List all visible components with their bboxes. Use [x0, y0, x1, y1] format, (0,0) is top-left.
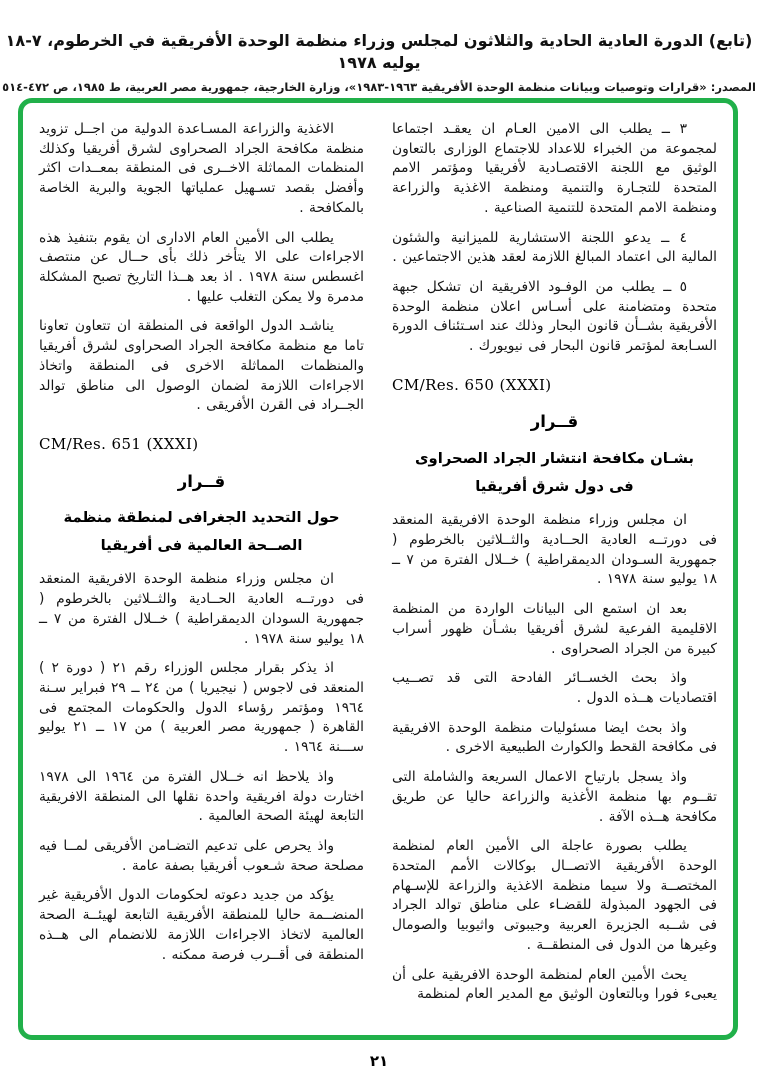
paragraph: ٤ ــ يدعو اللجنة الاستشارية للميزانية والشئون المالية الى اعتماد المبالغ اللازمة لعقد هذين الاجتماعين . — [392, 229, 717, 266]
header-title: (تابع) الدورة العادية الحادية والثلاثون لمجلس وزراء منظمة الوحدة الأفريقية في الخرطوم، ٧-١٨ يوليه ١٩٧٨ — [5, 31, 753, 73]
paragraph: بعد ان استمع الى البيانات الواردة من المنظمة الاقليمية الفرعية لشرق أفريقيا بشـأن ظهور أسراب كبيرة من الجراد الصحراوى . — [392, 601, 717, 657]
document-frame — [18, 98, 738, 1040]
resolution-ref: CM/Res. 650 (XXXI) — [392, 375, 552, 394]
header-source: المصدر: «قرارات وتوصيات وبيانات منظمة الوحدة الأفريقية ١٩٦٣-١٩٨٣»، وزارة الخارجية، جمهورية مصر العربية، ط ١٩٨٥، ص ٤٧٢-٥١٤ — [2, 79, 756, 94]
column-right — [392, 120, 717, 1025]
paragraph: ٣ ــ يطلب الى الامين العـام ان يعقـد اجتماعا لمجموعة من الخبراء للاعداد للاجتماع الوزارى بالتعاون الوثيق مع اللجنة الاقتصـادية لأفريقيا ومؤتمر الامم المتحدة للتجـارة والتنمية ومنظمة الاغذية والزراعة ومنظمة الامم المتحدة للتنمية الصناعية . — [392, 121, 717, 216]
resolution-title: قــرار — [530, 412, 579, 432]
paragraph: يحث الأمين العام لمنظمة الوحدة الافريقية على أن يعبىء فورا وبالتعاون الوثيق مع المدير العام لمنظمة — [392, 966, 717, 1003]
paragraph: يؤكد من جديد دعوته لحكومات الدول الأفريقية غير المنضــمة حاليا للمنطقة الأفريقية التابعة لهيئــة الصحة العالمية لاتخاذ الاجراءات اللازمة للانضمام الى هــذه المنطقة فى أقــرب فرصة ممكنه . — [39, 887, 364, 963]
paragraph: يطلب الى الأمين العام الادارى ان يقوم بتنفيذ هذه الاجراءات على الا يتأخر ذلك بأى حــال عن منتصف اغسطس سنة ١٩٧٨ . اذ بعد هــذا التاريخ تصبح المشكلة مدمرة ولا يمكن التغلب عليها . — [39, 229, 365, 305]
paragraph: الاغذية والزراعة المسـاعدة الدولية من اجــل تزويد منظمة مكافحة الجراد الصحراوى لشرق أفريقيا وكذلك المنظمات المماثلة الاخــرى فى المنطقة بمعــدات اكثر وأفضل بقصد تسـهيل عملياتها الجوية والبرية الخاصة بالمكافحة . — [39, 121, 364, 216]
page-footer — [0, 1051, 758, 1070]
paragraph: واذ بحث ايضا مسئوليات منظمة الوحدة الافريقية فى مكافحة القحط والكوارث الطبيعية الاخرى . — [392, 719, 717, 756]
paragraph: ٥ ــ يطلب من الوفـود الافريقية ان تشكل جبهة متحدة ومتضامنة على أسـاس اعلان منظمة الوحدة الأفريقية بشــأن قانون البحار وذلك عند اسـتئناف الدورة السـابعة لمؤتمر قانون البحار فى نيويورك . — [392, 279, 717, 355]
paragraph: يناشـد الدول الواقعة فى المنطقة ان تتعاون تعاونا تاما مع منظمة مكافحة الجراد الصحراوى لشرق أفريقيا والمنظمات المماثلة الاخرى فى المنطقة واتخاذ الاجراءات اللازمة لضمان الوصول الى مناطق توالد الجــراد فى القرن الأفريقى . — [39, 318, 364, 414]
paragraph: واذ يلاحظ انه خــلال الفترة من ١٩٦٤ الى ١٩٧٨ اختارت دولة افريقية واحدة نقلها الى المنطقة الافريقية التابعة لهيئة الصحة العالمية . — [39, 768, 364, 825]
page-number: ٢١ — [369, 1052, 389, 1070]
resolution-title: قــرار — [177, 471, 226, 491]
paragraph: اذ يذكر بقرار مجلس الوزراء رقم ٢١ ( دورة ٢ ) المنعقد فى لاجوس ( نيجيريا ) من ٢٤ ــ ٢٩ فبراير سـنة ١٩٦٤ ومؤتمر رؤساء الدول والحكومات المجتمع فى القاهرة ( جمهورية مصر العربية ) من ١٧ ــ ٢١ يوليو ســـنة ١٩٦٤ . — [39, 660, 365, 756]
paragraph: ان مجلس وزراء منظمة الوحدة الافريقية المنعقد فى دورتــه العادية الحــادية والثــلاثين بالخرطوم ( جمهورية السـودان الديمقراطية ) خــلال الفترة من ٧ ــ ١٨ يوليو سنة ١٩٧٨ . — [392, 512, 717, 588]
resolution-subtitle: بشـان مكافحة انتشار الجراد الصحراوى — [415, 449, 694, 467]
resolution-subtitle: الصــحة العالمية فى أفريقيا — [100, 537, 303, 555]
paragraph: واذ بحث الخســائر الفادحة التى قد تصــيب اقتصاديات هــذه الدول . — [392, 670, 717, 706]
resolution-subtitle: فى دول شرق أفريقيا — [475, 478, 634, 496]
text-columns — [39, 120, 717, 1025]
resolution-subtitle: حول التحديد الجغرافى لمنطقة منظمة — [63, 509, 340, 527]
paragraph: واذ يحرص على تدعيم التضـامن الأفريقى لمــا فيه مصلحة صحة شـعوب أفريقيا بصفة عامة . — [39, 838, 364, 874]
paragraph: ان مجلس وزراء منظمة الوحدة الافريقية المنعقد فى دورتــه العادية الحــادية والثــلاثين بالخرطوم ( جمهورية السودان الديمقراطية ) خــلال الفترة من ٧ ــ ١٨ يوليو سنة ١٩٧٨ . — [39, 571, 364, 647]
page-header — [0, 0, 758, 94]
paragraph: يطلب بصورة عاجلة الى الأمين العام لمنظمة الوحدة الأفريقية الاتصــال بوكالات الأمم المتحدة المختصــة ولا سيما منظمة الاغذية والزراعة للإسـهام فى الجهود المبذولة للقضـاء على مناطق توالد الجراد فى شــبه الجزيرة العربية وجيبوتى واثيوبيا والصومال وغيرها من الدول فى المنطقــة . — [392, 838, 717, 953]
resolution-ref: CM/Res. 651 (XXXI) — [39, 435, 199, 454]
column-left — [39, 120, 364, 1025]
paragraph: واذ يسجل بارتياح الاعمال السريعة والشاملة التى تقــوم بها منظمة الأغذية والزراعة حاليا عن طريق مكافحة هــذه الآفة . — [392, 769, 717, 825]
